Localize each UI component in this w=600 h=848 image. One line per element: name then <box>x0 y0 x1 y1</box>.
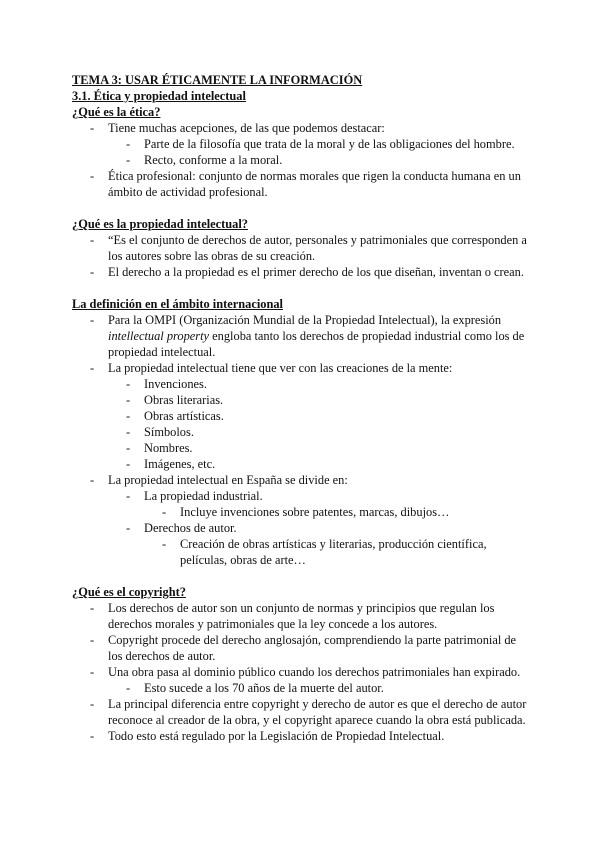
spacer <box>72 568 532 584</box>
list-item <box>72 136 532 152</box>
list-item-text: Todo esto está regulado por la Legislación de Propiedad Intelectual. <box>108 729 445 743</box>
text-run: engloba tanto los derechos de propiedad industrial como los de propiedad intelectual. <box>108 329 525 359</box>
list-item-text: La propiedad intelectual en España se divide en: <box>108 473 348 487</box>
heading-internacional: La definición en el ámbito internacional <box>72 297 283 311</box>
heading-copyright: ¿Qué es el copyright? <box>72 585 186 599</box>
list-item-text: Una obra pasa al dominio público cuando los derechos patrimoniales han expirado. <box>108 665 521 679</box>
list-item-text: Invenciones. <box>144 377 207 391</box>
bullet-dash: - <box>90 169 95 183</box>
list-item <box>72 680 532 696</box>
spacer <box>72 280 532 296</box>
list-item <box>72 264 532 280</box>
spacer <box>72 200 532 216</box>
bullet-dash: - <box>90 473 95 487</box>
emphasis-text: intellectual property <box>108 329 210 343</box>
list-item-text: Ética profesional: conjunto de normas morales que rigen la conducta humana en un ámbito de actividad profesional. <box>108 169 521 199</box>
bullet-dash: - <box>126 521 131 535</box>
doc-title: TEMA 3: USAR ÉTICAMENTE LA INFORMACIÓN <box>72 73 363 87</box>
bullet-dash: - <box>126 681 131 695</box>
list-item <box>72 472 532 488</box>
list-item <box>72 376 532 392</box>
bullet-dash: - <box>90 729 95 743</box>
bullet-dash: - <box>90 121 95 135</box>
list-item <box>72 504 532 520</box>
list-item <box>72 360 532 376</box>
list-item <box>72 600 532 632</box>
bullet-dash: - <box>90 313 95 327</box>
heading-propiedad: ¿Qué es la propiedad intelectual? <box>72 217 248 231</box>
bullet-dash: - <box>90 233 95 247</box>
bullet-dash: - <box>126 409 131 423</box>
list-item-text: Obras artísticas. <box>144 409 224 423</box>
list-item <box>72 456 532 472</box>
heading-etica: ¿Qué es la ética? <box>72 105 161 119</box>
bullet-dash: - <box>126 441 131 455</box>
document-body <box>72 72 532 744</box>
list-item <box>72 312 532 360</box>
bullet-dash: - <box>162 505 167 519</box>
bullet-dash: - <box>126 393 131 407</box>
list-item-text: Creación de obras artísticas y literarias, producción científica, películas, obras de arte… <box>180 537 487 567</box>
list-item-text: Imágenes, etc. <box>144 457 216 471</box>
list-item-text: Copyright procede del derecho anglosajón, comprendiendo la parte patrimonial de los derechos de autor. <box>108 633 517 663</box>
list-item <box>72 392 532 408</box>
section-heading: 3.1. Ética y propiedad intelectual <box>72 89 246 103</box>
bullet-dash: - <box>126 137 131 151</box>
bullet-dash: - <box>126 457 131 471</box>
list-item <box>72 632 532 664</box>
bullet-dash: - <box>126 489 131 503</box>
list-item-text: La propiedad industrial. <box>144 489 263 503</box>
list-item-text: Los derechos de autor son un conjunto de normas y principios que regulan los derechos morales y patrimoniales que la ley concede a los autores. <box>108 601 495 631</box>
list-item <box>72 664 532 680</box>
list-item <box>72 696 532 728</box>
text-run: Para la OMPI (Organización Mundial de la Propiedad Intelectual), la expresión <box>108 313 502 327</box>
list-item-text: Tiene muchas acepciones, de las que podemos destacar: <box>108 121 385 135</box>
list-item-text: Esto sucede a los 70 años de la muerte del autor. <box>144 681 384 695</box>
bullet-dash: - <box>90 361 95 375</box>
list-item-text: Nombres. <box>144 441 193 455</box>
list-item <box>72 120 532 136</box>
bullet-dash: - <box>90 265 95 279</box>
bullet-dash: - <box>126 377 131 391</box>
bullet-dash: - <box>126 425 131 439</box>
bullet-dash: - <box>126 153 131 167</box>
list-item-text: Parte de la filosofía que trata de la moral y de las obligaciones del hombre. <box>144 137 515 151</box>
list-item <box>72 168 532 200</box>
bullet-dash: - <box>90 665 95 679</box>
list-item <box>72 424 532 440</box>
bullet-dash: - <box>90 601 95 615</box>
list-item <box>72 440 532 456</box>
list-item <box>72 520 532 536</box>
list-item <box>72 488 532 504</box>
list-item-text: El derecho a la propiedad es el primer derecho de los que diseñan, inventan o crean. <box>108 265 524 279</box>
bullet-dash: - <box>162 537 167 551</box>
list-item-text: Obras literarias. <box>144 393 224 407</box>
list-item-text: Recto, conforme a la moral. <box>144 153 283 167</box>
bullet-dash: - <box>90 633 95 647</box>
list-item-text <box>108 313 524 359</box>
list-item <box>72 536 532 568</box>
list-item <box>72 408 532 424</box>
list-item <box>72 232 532 264</box>
list-item-text: La propiedad intelectual tiene que ver con las creaciones de la mente: <box>108 361 453 375</box>
list-item-text: Símbolos. <box>144 425 194 439</box>
list-item <box>72 152 532 168</box>
list-item-text: “Es el conjunto de derechos de autor, personales y patrimoniales que corresponden a los autores sobre las obras de su creación. <box>108 233 527 263</box>
list-item-text: Derechos de autor. <box>144 521 237 535</box>
list-item <box>72 728 532 744</box>
list-item-text: La principal diferencia entre copyright y derecho de autor es que el derecho de autor reconoce al creador de la obra, y el copyright aparece cuando la obra está publicada. <box>108 697 527 727</box>
list-item-text: Incluye invenciones sobre patentes, marcas, dibujos… <box>180 505 450 519</box>
bullet-dash: - <box>90 697 95 711</box>
